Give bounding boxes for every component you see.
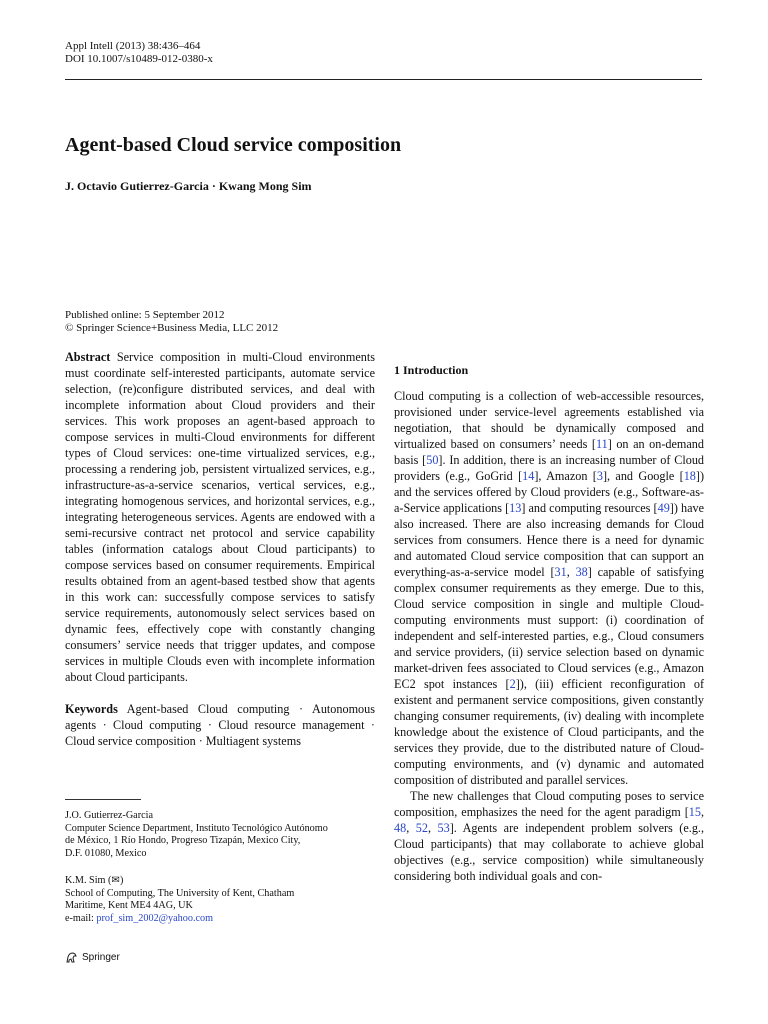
abstract-label: Abstract xyxy=(65,350,111,364)
paragraph-text: ] and computing resources [ xyxy=(521,501,658,515)
citation-link[interactable]: 3 xyxy=(596,469,603,483)
paragraph-text: ] capable of satisfying complex consumer requirements as they emerge. Due to this, Cloud service composition in single and multiple Cloud-computing environments must support: (i) coordination of independent and self-interested parties, e.g., Cloud consumers and service providers, (ii) service selection based on dynamic market-driven fees associated to Cloud services (e.g., Amazon EC2 spot instances [ xyxy=(394,565,704,691)
published-date: Published online: 5 September 2012 xyxy=(65,309,225,321)
paragraph-text: ]. In addition, there is an increasing number of Cloud providers (e.g., GoGrid [ xyxy=(394,453,705,483)
affil2-addr: Maritime, Kent ME4 4AG, UK xyxy=(65,900,193,911)
citation-link[interactable]: 49 xyxy=(657,501,670,515)
journal-citation: Appl Intell (2013) 38:436–464 xyxy=(65,40,201,52)
paragraph-text: ], and Google [ xyxy=(602,469,684,483)
keywords xyxy=(65,701,375,749)
citation-link[interactable]: 50 xyxy=(426,453,439,467)
right-column xyxy=(394,360,704,884)
abstract-text: Service composition in multi-Cloud environments must coordinate self-interested participants, automate service selection, (re)configure distributed services, and deal with incomplete information about Cloud providers and their services. This work proposes an agent-based approach to compose services in multi-Cloud environments for different types of Cloud services: one-time virtualized services, e.g., processing a rendering job, persistent virtualized services, e.g., infrastructure-as-a-service scenarios, vertical services, e.g., integrating homogenous services, and horizontal services, e.g., integrating heterogeneous services. Agents are endowed with a semi-recursive contract net protocol and service capability tables (information catalogs about Cloud participants) to compose services based on consumer requirements. Empirical results obtained from an agent-based testbed show that agents in this work can: successfully compose services to satisfy service requirements, autonomously select services based on dynamic fees, effectively cope with constantly changing consumers’ service needs that trigger updates, and compose services in multiple Clouds even with incomplete information about Cloud participants. xyxy=(65,350,375,684)
affil2-dept: School of Computing, The University of Kent, Chatham xyxy=(65,887,295,899)
doi[interactable]: DOI 10.1007/s10489-012-0380-x xyxy=(65,53,213,65)
section-heading-introduction: 1 Introduction xyxy=(394,363,469,377)
copyright: © Springer Science+Business Media, LLC 2012 xyxy=(65,322,279,334)
springer-logo xyxy=(65,951,120,964)
springer-horse-icon xyxy=(65,951,78,964)
paragraph-text: ]) and the services offered by Cloud providers (e.g., Software-as-a-Service applications [ xyxy=(394,469,705,515)
header-rule xyxy=(65,79,702,80)
keywords-text: Agent-based Cloud computing · Autonomous agents · Cloud computing · Cloud resource management · Cloud service composition · Multiagent systems xyxy=(65,702,375,748)
paper-title: Agent-based Cloud service composition xyxy=(65,134,402,156)
paragraph-text: , xyxy=(700,805,704,819)
springer-wordmark: Springer xyxy=(82,952,120,963)
citation-link[interactable]: 31 xyxy=(554,565,567,579)
intro-paragraph-2 xyxy=(394,788,704,884)
keywords-label: Keywords xyxy=(65,702,118,716)
publication-info xyxy=(65,309,278,335)
paragraph-text: , xyxy=(406,821,416,835)
email-label: e-mail: xyxy=(65,912,94,924)
affil2-email-line xyxy=(65,913,375,926)
left-column xyxy=(65,349,375,749)
citation-link[interactable]: 14 xyxy=(522,469,535,483)
author-list: J. Octavio Gutierrez-Garcia · Kwang Mong Sim xyxy=(65,179,312,193)
affiliation-author-2 xyxy=(65,875,375,925)
paragraph-text: ]), (iii) efficient reconfiguration of existent and permanent service compositions, given constantly changing consumer requirements, (iv) dealing with incomplete knowledge about the existence of Cloud participants, and the services they provide, due to the distributed nature of Cloud-computing environments, and (v) dynamic and automated composition of distributed and parallel services. xyxy=(394,677,705,787)
affil1-addr1: de México, 1 Río Hondo, Progreso Tizapán, Mexico City, xyxy=(65,835,301,846)
affil1-addr2: D.F. 01080, Mexico xyxy=(65,847,147,859)
citation-link[interactable]: 53 xyxy=(437,821,450,835)
paragraph-text: Cloud computing is a collection of web-accessible resources, provisioned under service-level agreements established via negotiation, that should be dynamically composed and virtualized based on consumers’ needs [ xyxy=(394,389,704,451)
citation-link[interactable]: 48 xyxy=(394,821,407,835)
affil1-name: J.O. Gutierrez-Garcia xyxy=(65,810,153,821)
footnote-rule xyxy=(65,799,141,800)
affil1-dept: Computer Science Department, Instituto Tecnológico Autónomo xyxy=(65,822,328,834)
paragraph-text: The new challenges that Cloud computing poses to service composition, emphasizes the need for the agent paradigm [ xyxy=(394,789,704,819)
affil2-name: K.M. Sim (✉) xyxy=(65,875,124,886)
paragraph-text: ] on an on-demand basis [ xyxy=(394,437,704,467)
abstract xyxy=(65,349,375,685)
citation-link[interactable]: 15 xyxy=(688,805,701,819)
citation-link[interactable]: 52 xyxy=(415,821,428,835)
citation-link[interactable]: 11 xyxy=(595,437,608,451)
citation-link[interactable]: 38 xyxy=(575,565,588,579)
journal-header xyxy=(65,40,213,66)
paragraph-text: , xyxy=(427,821,438,835)
citation-link[interactable]: 18 xyxy=(683,469,696,483)
intro-paragraph-1 xyxy=(394,388,704,788)
email-link[interactable]: prof_sim_2002@yahoo.com xyxy=(96,912,214,924)
affiliation-author-1 xyxy=(65,810,375,860)
citation-link[interactable]: 2 xyxy=(509,677,516,691)
citation-link[interactable]: 13 xyxy=(509,501,522,515)
paragraph-text: , xyxy=(566,565,576,579)
paragraph-text: ]) have also increased. There are also increasing demands for Cloud services from consumers. Hence there is a need for dynamic and automated Cloud service composition that can support an everything-as-a-service model [ xyxy=(394,501,704,579)
paragraph-text: ], Amazon [ xyxy=(534,469,597,483)
paragraph-text: ]. Agents are independent problem solvers (e.g., Cloud participants) that may collaborate to achieve global objectives (e.g., service composition) while simultaneously considering both individual goals and con- xyxy=(394,821,705,883)
